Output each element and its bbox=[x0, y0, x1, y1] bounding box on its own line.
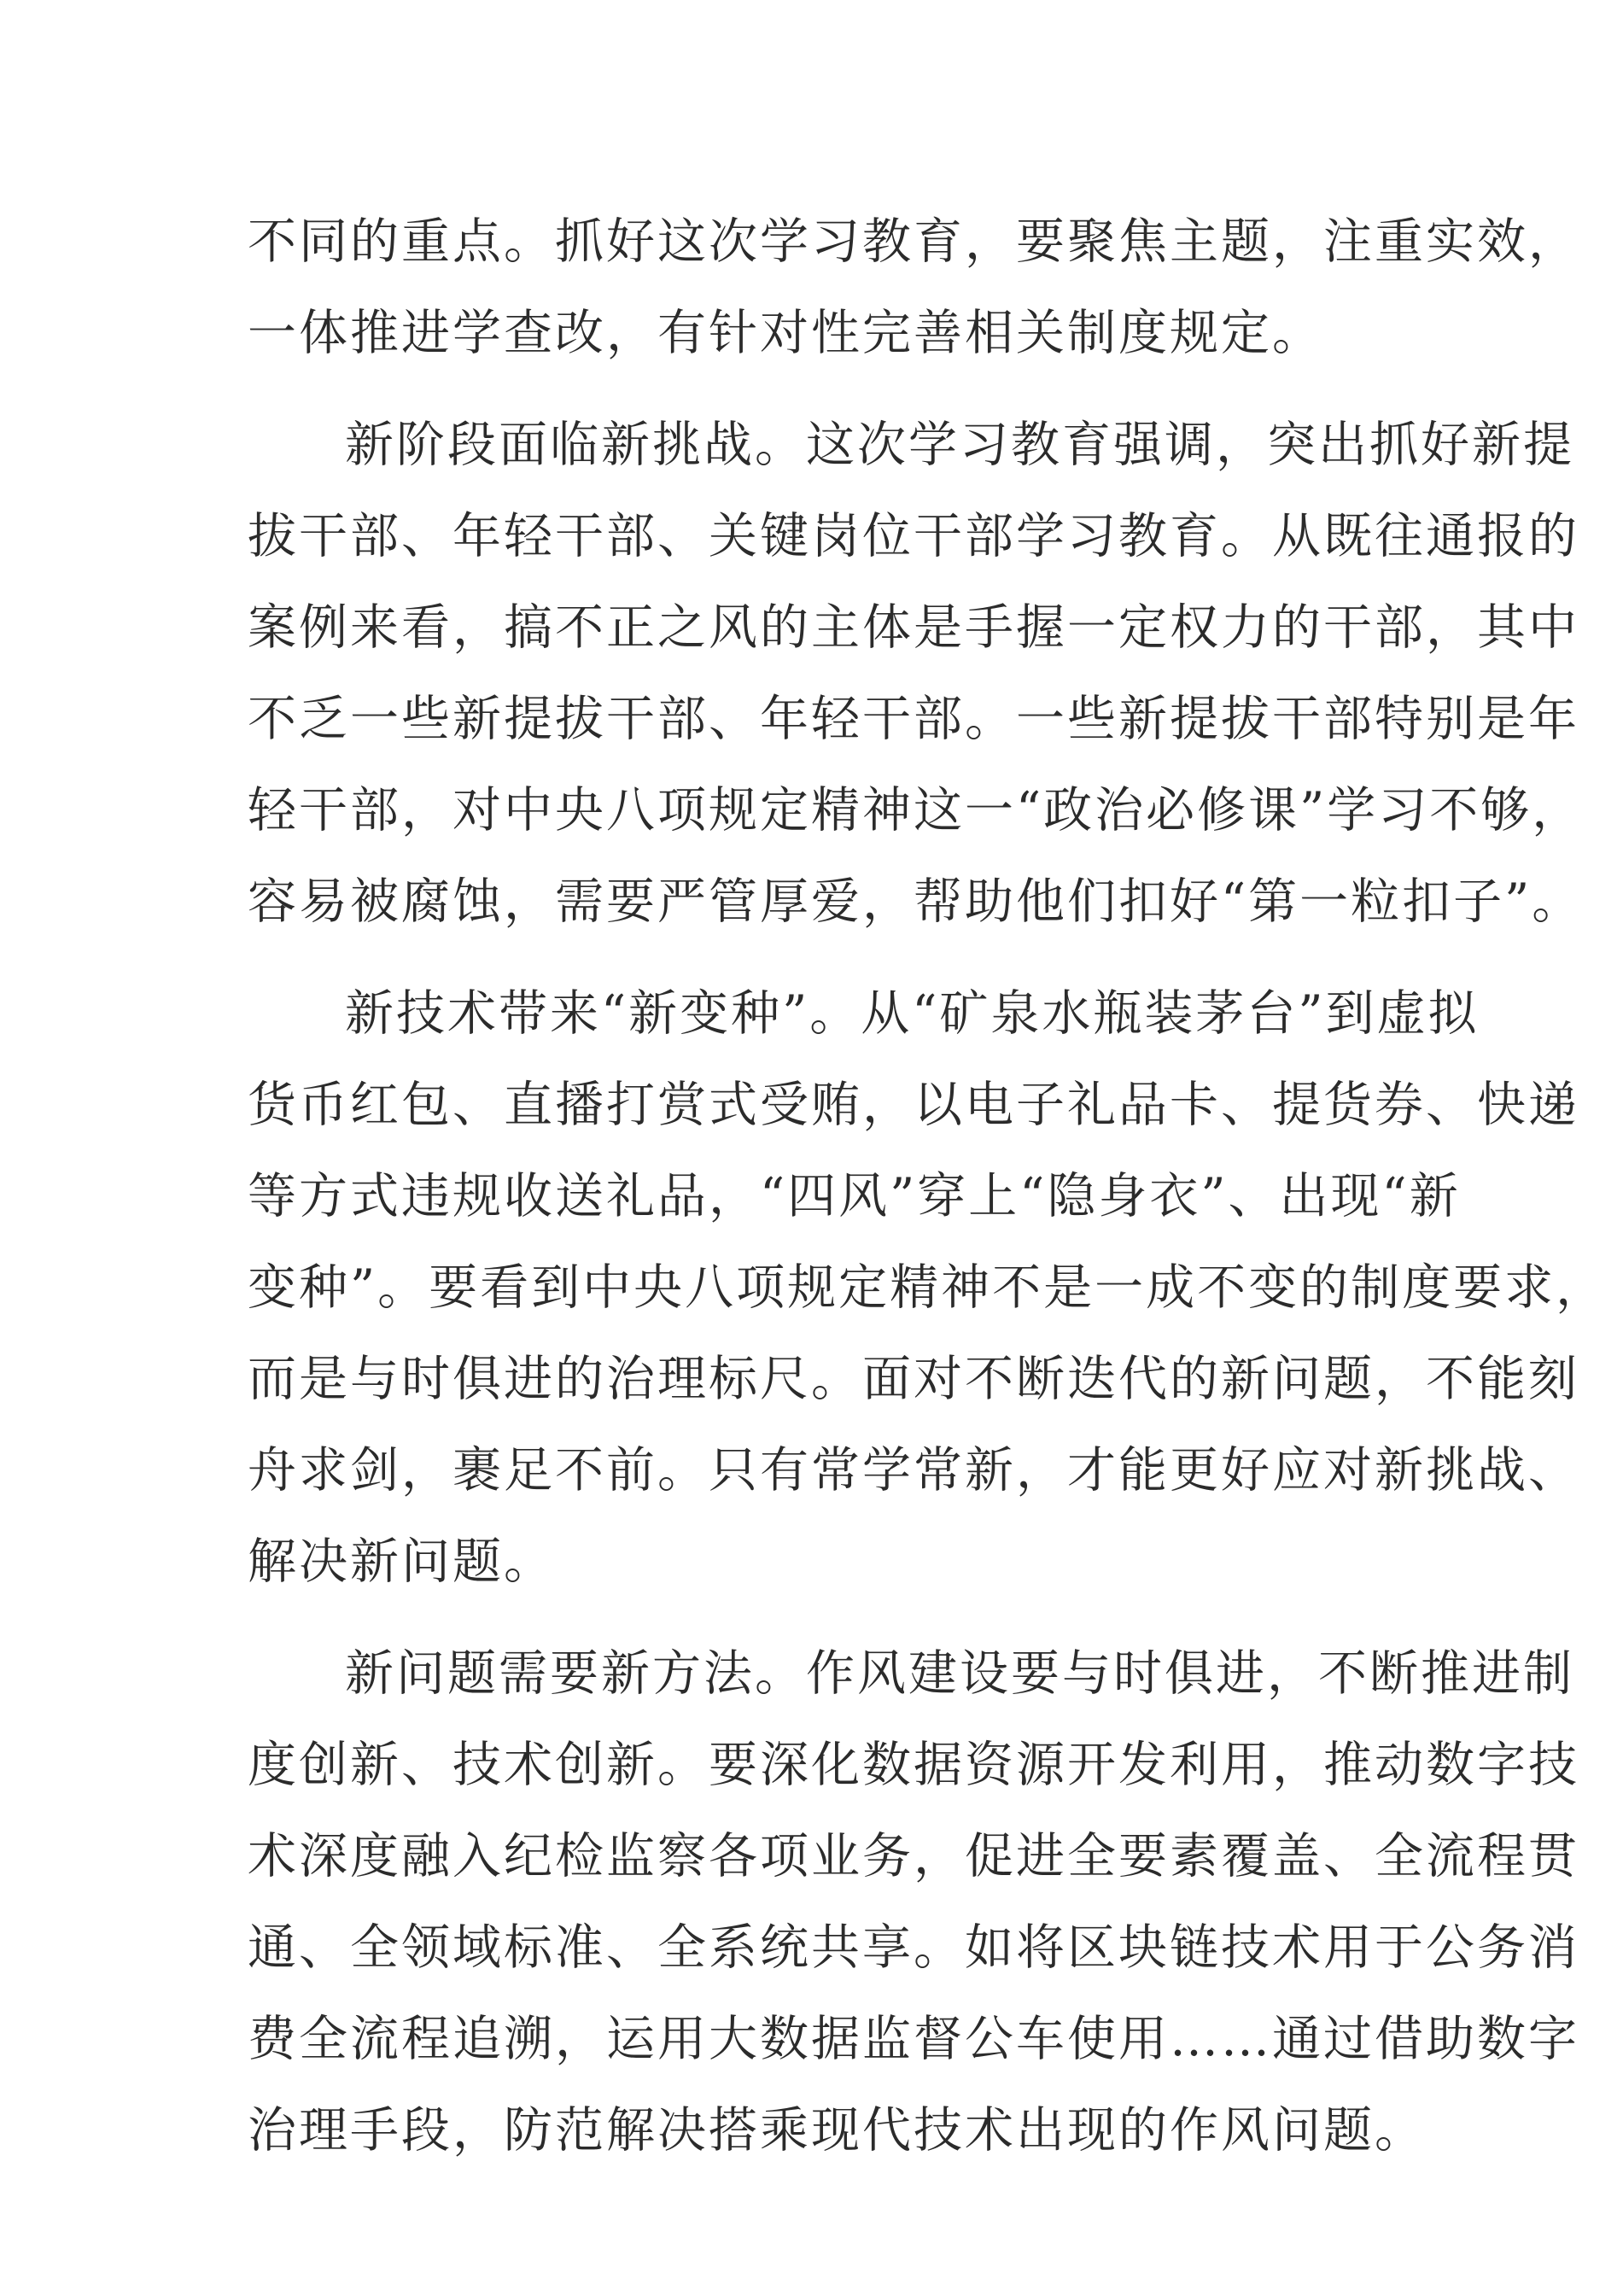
text-line: 变种”。要看到中央八项规定精神不是一成不变的制度要求， bbox=[248, 1259, 1608, 1316]
text-line: 拔干部、年轻干部、关键岗位干部学习教育。从既往通报的 bbox=[248, 508, 1579, 564]
text-line: 解决新问题。 bbox=[248, 1534, 555, 1590]
text-line: 治理手段，防范解决搭乘现代技术出现的作风问题。 bbox=[248, 2102, 1426, 2159]
text-line: 术深度融入纪检监察各项业务，促进全要素覆盖、全流程贯 bbox=[248, 1828, 1579, 1884]
text-line: 等方式违规收送礼品，“四风”穿上“隐身衣”、出现“新 bbox=[248, 1168, 1461, 1224]
text-line: 舟求剑，裹足不前。只有常学常新，才能更好应对新挑战、 bbox=[248, 1442, 1579, 1499]
paragraph-new-technology bbox=[248, 968, 1608, 1608]
text-line: 而是与时俱进的治理标尺。面对不断迭代的新问题，不能刻 bbox=[248, 1351, 1579, 1407]
text-line: 新阶段面临新挑战。这次学习教育强调，突出抓好新提 bbox=[345, 417, 1574, 473]
text-line: 不同的重点。抓好这次学习教育，要聚焦主题，注重实效， bbox=[248, 213, 1579, 270]
text-line: 一体推进学查改，有针对性完善相关制度规定。 bbox=[248, 305, 1323, 361]
text-line: 货币红包、直播打赏式受贿，以电子礼品卡、提货券、快递 bbox=[248, 1077, 1579, 1133]
paragraph-new-methods bbox=[248, 1628, 1579, 2176]
text-line: 通、全领域标准、全系统共享。如将区块链技术用于公务消 bbox=[248, 1919, 1579, 1976]
text-line: 新问题需要新方法。作风建设要与时俱进，不断推进制 bbox=[345, 1645, 1574, 1702]
text-line: 案例来看，搞不正之风的主体是手握一定权力的干部，其中 bbox=[248, 599, 1579, 656]
text-line: 不乏一些新提拔干部、年轻干部。一些新提拔干部特别是年 bbox=[248, 691, 1579, 747]
text-line: 费全流程追溯，运用大数据监督公车使用……通过借助数字 bbox=[248, 2011, 1579, 2067]
paragraph-new-stage bbox=[248, 400, 1584, 948]
document-body bbox=[248, 196, 1608, 2197]
text-line: 容易被腐蚀，需要严管厚爱，帮助他们扣好“第一粒扣子”。 bbox=[248, 873, 1584, 930]
text-line: 新技术带来“新变种”。从“矿泉水瓶装茅台”到虚拟 bbox=[345, 985, 1480, 1042]
text-line: 度创新、技术创新。要深化数据资源开发利用，推动数字技 bbox=[248, 1737, 1579, 1793]
text-line: 轻干部，对中央八项规定精神这一“政治必修课”学习不够， bbox=[248, 782, 1584, 838]
paragraph-continuation bbox=[248, 196, 1579, 379]
